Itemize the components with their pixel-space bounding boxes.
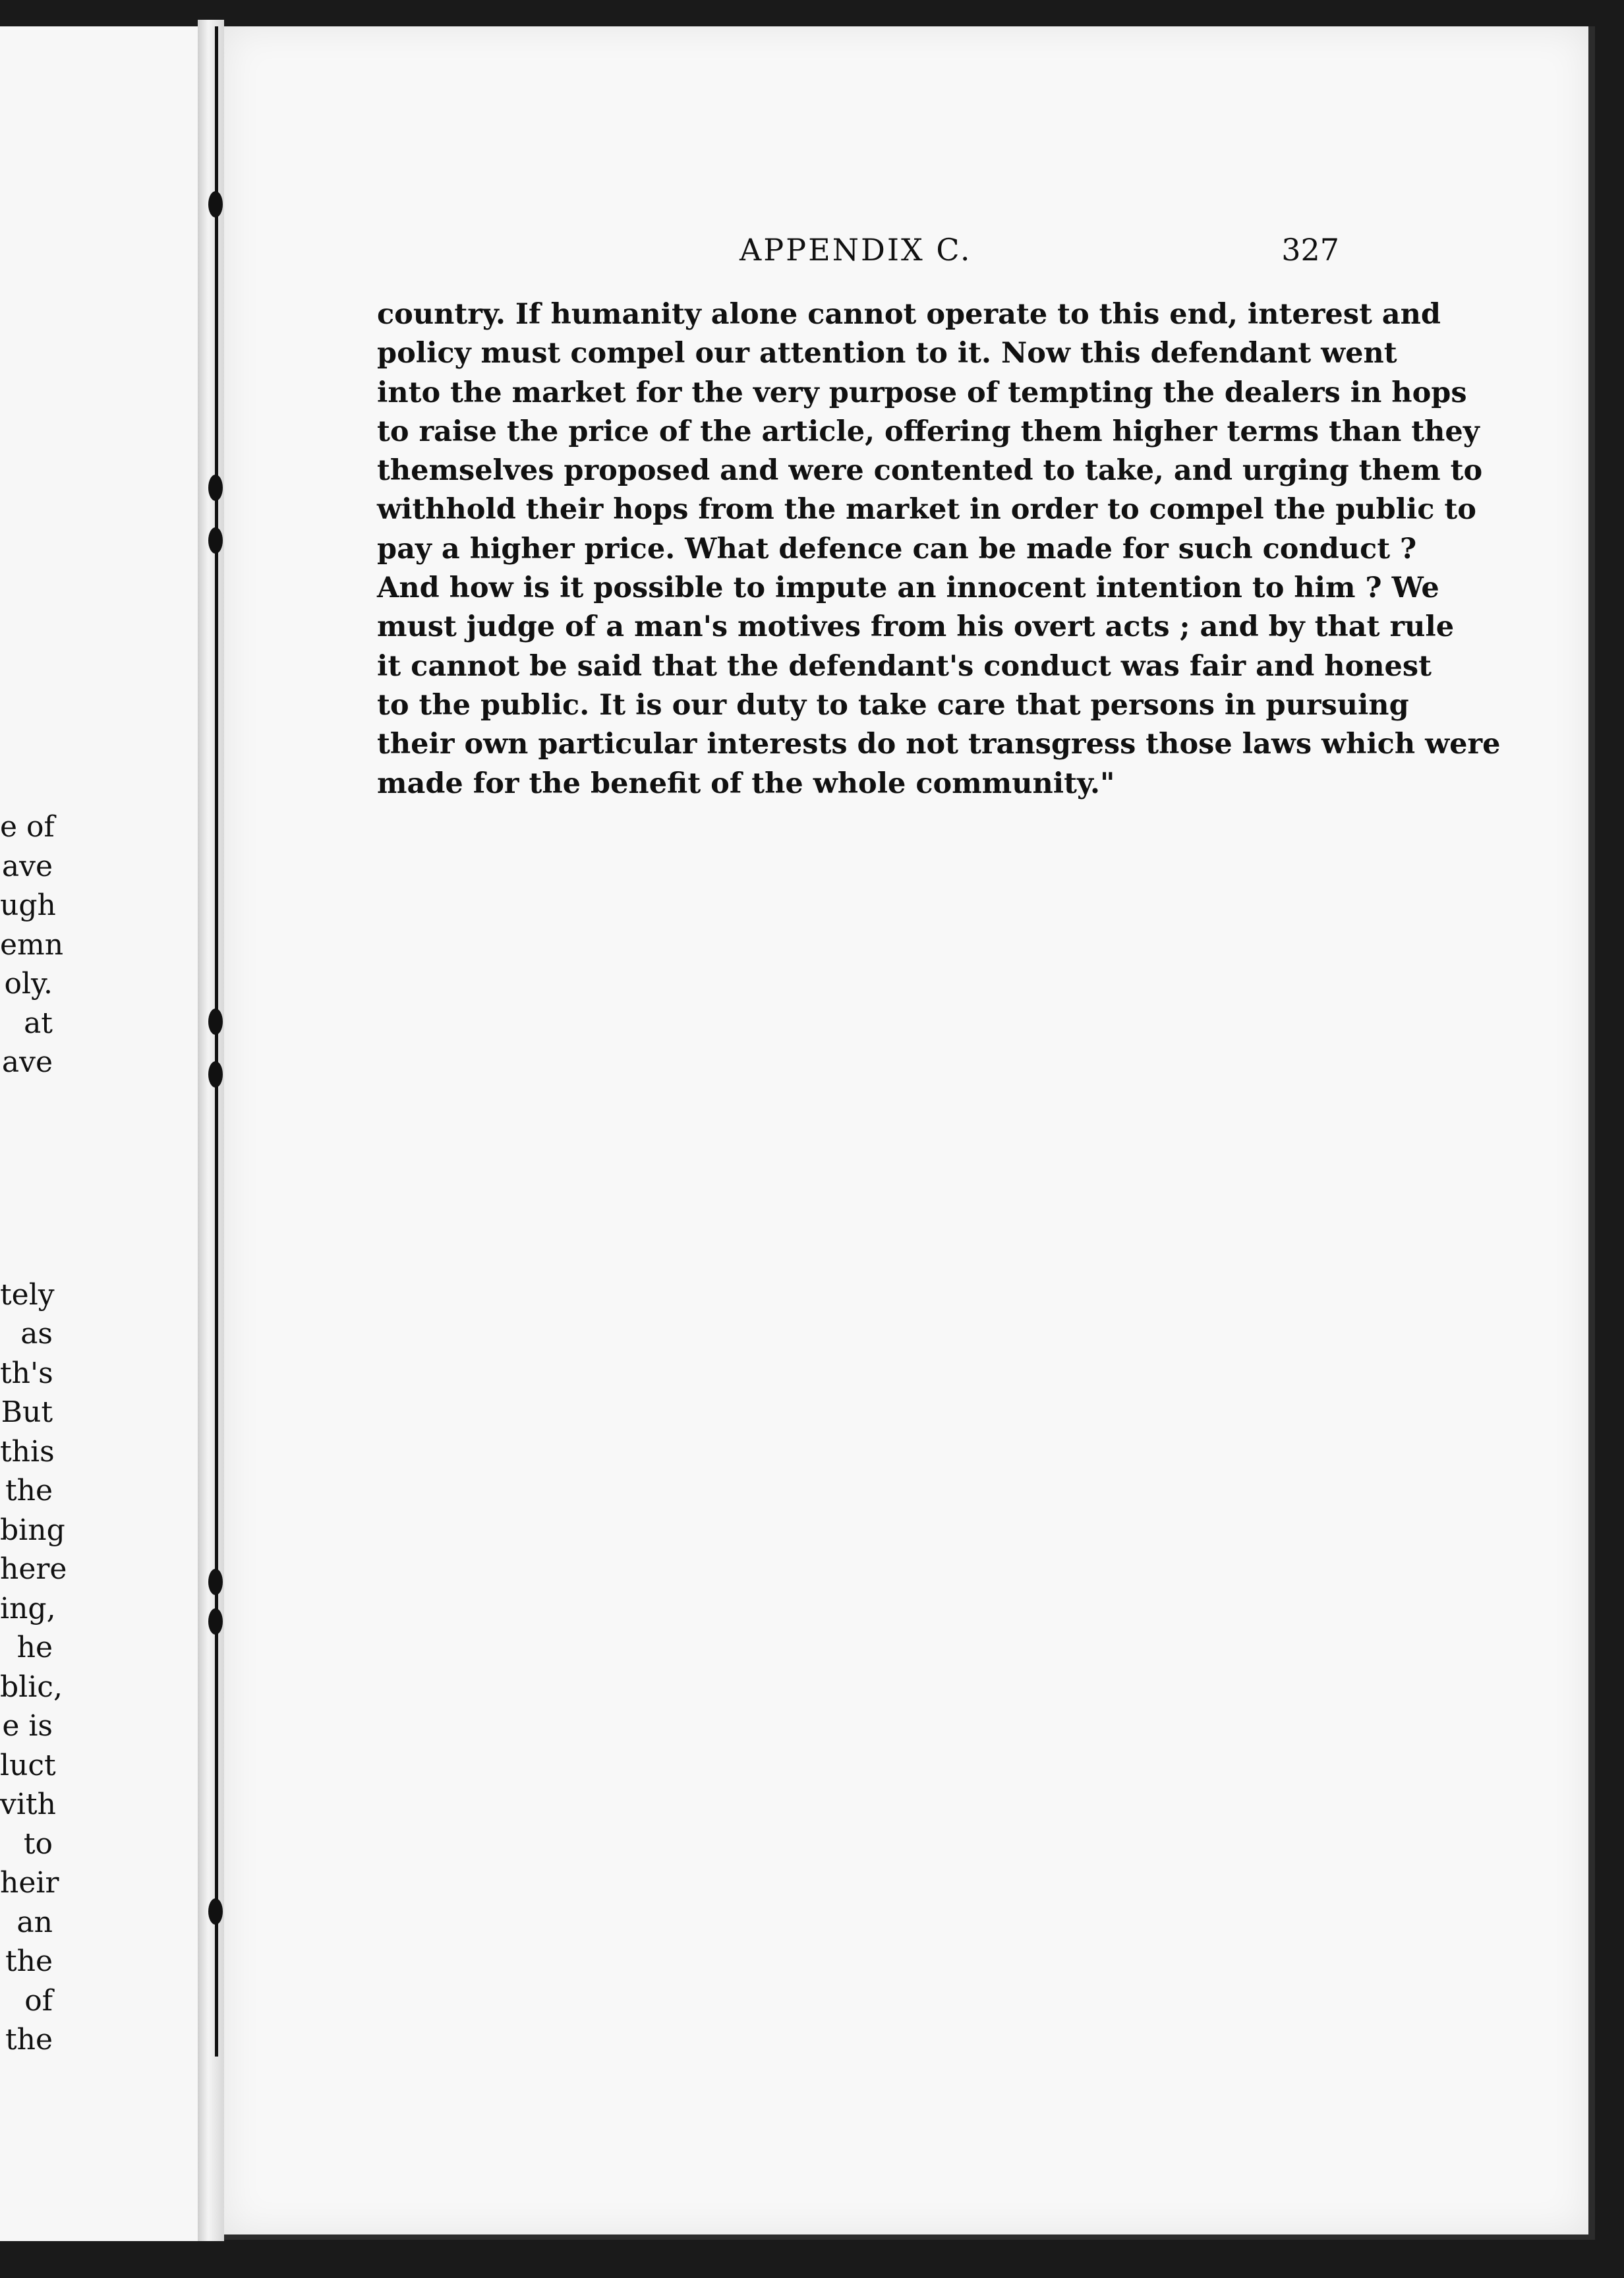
text-line: themselves proposed and were contented to take, and urging them to (377, 454, 1483, 488)
left-fragment: But (1, 1395, 53, 1429)
binding-stitch (208, 527, 223, 554)
left-fragment: e is (2, 1709, 53, 1743)
text-line: And how is it possible to impute an innocent intention to him ? We (377, 571, 1439, 605)
left-fragment: this (0, 1434, 55, 1469)
left-fragment: the (5, 2023, 53, 2057)
left-fragment: vith (0, 1788, 56, 1821)
text-line: to raise the price of the article, offering them higher terms than they (377, 415, 1480, 448)
left-fragment: luct (0, 1748, 56, 1782)
left-fragment: oly. (4, 967, 53, 1001)
binding-stitch (208, 1898, 223, 1925)
left-fragment: of (24, 1983, 53, 2018)
left-fragment: th's (0, 1356, 53, 1390)
left-fragment: as (20, 1317, 53, 1351)
left-fragment: emn (0, 927, 64, 962)
binding-stitch (208, 1008, 223, 1035)
binding-stitch (208, 475, 223, 501)
left-fragment: ave (1, 1045, 53, 1079)
left-fragment: an (16, 1905, 53, 1939)
binding-thread (215, 26, 218, 2057)
left-fragment: tely (0, 1277, 55, 1312)
binding-stitch (208, 191, 223, 218)
page-number: 327 (1281, 232, 1339, 268)
left-page-text-fragments (0, 807, 67, 2060)
page-title: APPENDIX C. (740, 232, 972, 268)
left-fragment: e of (0, 810, 55, 844)
left-fragment: the (5, 1474, 53, 1507)
text-line: country. If humanity alone cannot operate to this end, interest and (377, 298, 1441, 331)
running-head (377, 232, 1339, 272)
left-fragment: at (24, 1006, 53, 1040)
text-line: pay a higher price. What defence can be made for such conduct ? (377, 532, 1417, 566)
left-fragment-gap (0, 1082, 53, 1275)
binding-stitch (208, 1608, 223, 1635)
body-paragraph (377, 295, 1501, 803)
left-fragment: blic, (0, 1670, 63, 1704)
text-line: policy must compel our attention to it. Now this defendant went (377, 337, 1397, 370)
text-line: withhold their hops from the market in order to compel the public to (377, 493, 1476, 527)
left-fragment: the (5, 1944, 53, 1978)
text-line: into the market for the very purpose of tempting the dealers in hops (377, 376, 1467, 409)
left-fragment: ave (1, 849, 53, 883)
left-fragment: ugh (0, 889, 56, 922)
left-fragment: to (23, 1826, 53, 1861)
text-line: their own particular interests do not transgress those laws which were (377, 728, 1501, 761)
text-line: to the public. It is our duty to take care that persons in pursuing (377, 688, 1409, 722)
binding-stitch (208, 1061, 223, 1088)
left-fragment: heir (0, 1866, 59, 1900)
text-line: must judge of a man's motives from his overt acts ; and by that rule (377, 610, 1455, 644)
left-facing-page (0, 26, 202, 2241)
left-fragment: bing (0, 1513, 65, 1547)
text-line: made for the benefit of the whole community." (377, 767, 1115, 800)
text-line: it cannot be said that the defendant's conduct was fair and honest (377, 649, 1432, 683)
binding-stitch (208, 1569, 223, 1595)
left-fragment: ing, (0, 1591, 56, 1625)
left-fragment: he (16, 1631, 53, 1664)
left-fragment: here (0, 1552, 67, 1586)
